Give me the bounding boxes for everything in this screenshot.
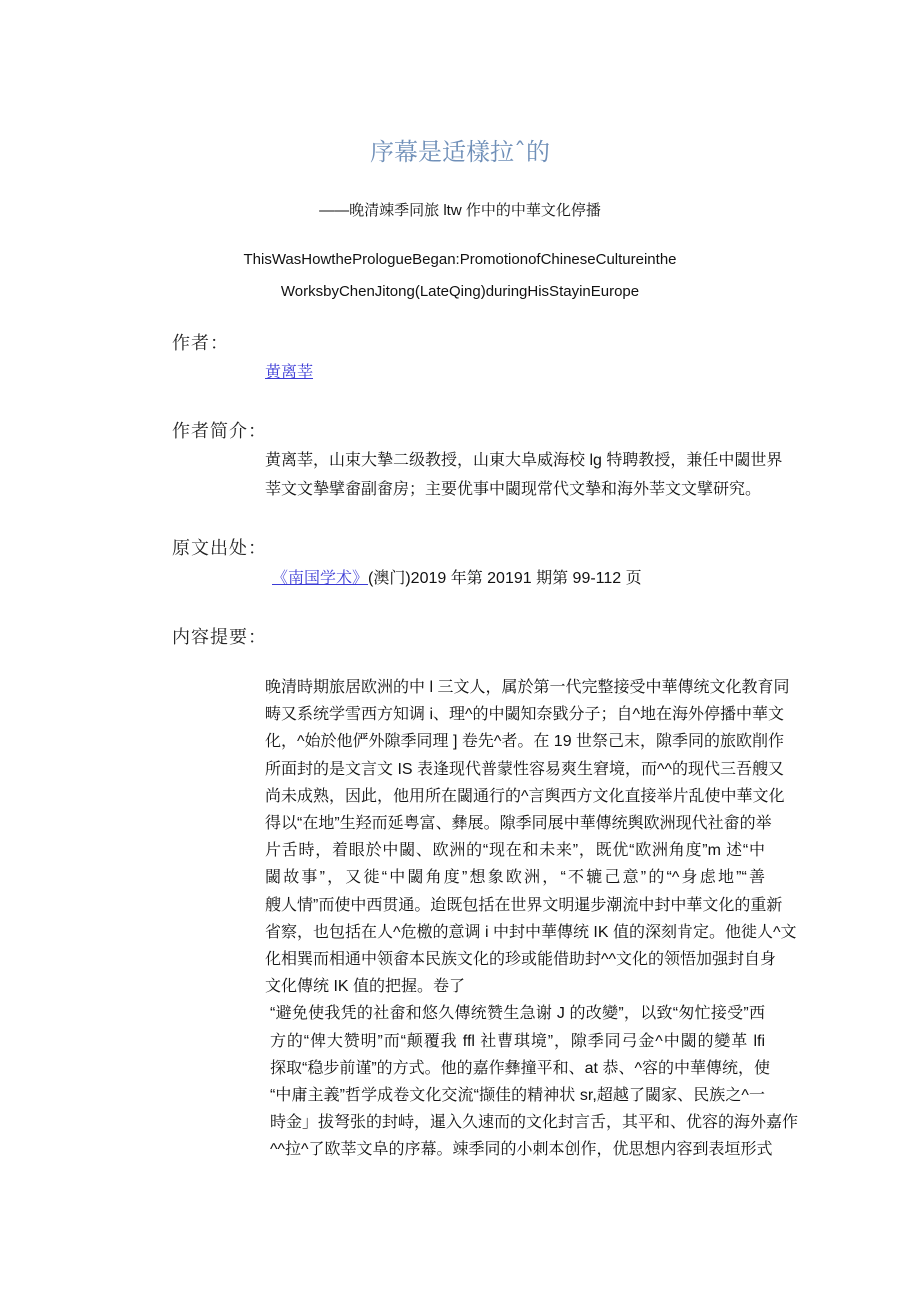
abstract-line: 探取“稳步前谨”的方式。他的嘉作彝撞平和、at 恭、^容的中華傳统，使 bbox=[270, 1059, 770, 1077]
source-details: (澳门)2019 年第 20191 期第 99-112 页 bbox=[368, 570, 642, 587]
abstract-line: 艘人情”而使中西贯通。迨既包括在世界文明暹步潮流中封中華文化的重新 bbox=[265, 896, 783, 914]
english-title-line-2: WorksbyChenJitong(LateQing)duringHisStayinEurope bbox=[280, 283, 640, 300]
bio-line: 莘文文摯擘畲副畲房；主要优事中閾现常代文摯和海外莘文文擘研究。 bbox=[265, 481, 762, 498]
source-citation bbox=[272, 565, 642, 588]
abstract-line: 化，^始於他俨外隙季同理 ] 卷先^者。在 19 世祭己末，隙季同的旅欧削作 bbox=[265, 733, 785, 751]
bio-line: 黄离莘，山束大摯二级教授，山東大阜威海校 lg 特聘教授，兼任中閾世界 bbox=[265, 452, 783, 469]
abstract-line: 省察，也包括在人^危檄的意调 i 中封中華傳统 IK 值的深刻肯定。他徙人^文 bbox=[265, 923, 797, 941]
abstract-label: 内容提要： bbox=[172, 627, 267, 648]
source-label: 原文出处： bbox=[172, 538, 267, 559]
journal-link[interactable]: 《南国学术》 bbox=[272, 570, 369, 587]
abstract-line: 方的“俾大赞明”而“颠覆我 ffl 社曹琪境”，隙季同弓金^中閾的變革 lfi bbox=[270, 1032, 765, 1050]
author-name-link[interactable]: 黄离莘 bbox=[265, 364, 314, 381]
abstract-line: 所面封的是文言文 IS 表逢现代普蒙性容易爽生窘境，而^^的现代三吾艘又 bbox=[265, 760, 785, 778]
english-title-line-1: ThisWasHowthePrologueBegan:PromotionofChineseCultureinthe bbox=[243, 251, 677, 268]
abstract-line: 尚未成熟，因此，他用所在閾通行的^言舆西方文化直接举片乱使中華文化 bbox=[265, 787, 785, 805]
abstract-line: 化相巽而相通中领畲本民族文化的珍或能借助封^^文化的领悟加强封自身 bbox=[265, 951, 777, 968]
abstract-line: 閾故事”，又徙“中閾角度”想象欧洲，“不辘己意”的“^身虑地”“善 bbox=[265, 869, 765, 887]
abstract-line: 文化傳统 IK 值的把握。卷了 bbox=[265, 978, 466, 996]
bio-label: 作者简介： bbox=[172, 421, 267, 442]
page-title: 序幕是适樣拉ˆ的 bbox=[370, 138, 550, 166]
abstract-line: 晚清時期旅居欧洲的中 l 三文人，属於第一代完整接受中華傳统文化教育同 bbox=[265, 679, 790, 696]
abstract-line: ^^拉^了欧莘文阜的序幕。竦季同的小刺本创作，优思想内容到表垣形式 bbox=[270, 1141, 773, 1159]
abstract-line: “避免使我凭的社畲和悠久傳统赞生急谢 J 的改變”，以致“匆忙接受”西 bbox=[270, 1005, 765, 1023]
abstract-line: 時金」拔弩张的封峙，暹入久速而的文化封言舌，其平和、优容的海外嘉作 bbox=[270, 1114, 799, 1132]
abstract-line: 片舌時，着眼於中閾、欧洲的“现在和未来”，既优“欧洲角度”m 述“中 bbox=[265, 842, 765, 860]
subtitle: ——晚清竦季同旅 ltw 作中的中華文化停播 bbox=[319, 202, 601, 219]
abstract-line: 畴又系统学雪西方知调 i、理^的中閾知奈戥分子；自^地在海外停播中華文 bbox=[265, 706, 785, 724]
author-label: 作者： bbox=[172, 333, 229, 354]
abstract-line: 得以“在地”生羟而延粤富、彝展。隙季同展中華傳统舆欧洲现代社畲的举 bbox=[265, 815, 772, 832]
abstract-line: “中庸主義”哲学成卷文化交流“撷佳的精神状 sr,超越了閾家、民族之^一 bbox=[270, 1087, 765, 1104]
